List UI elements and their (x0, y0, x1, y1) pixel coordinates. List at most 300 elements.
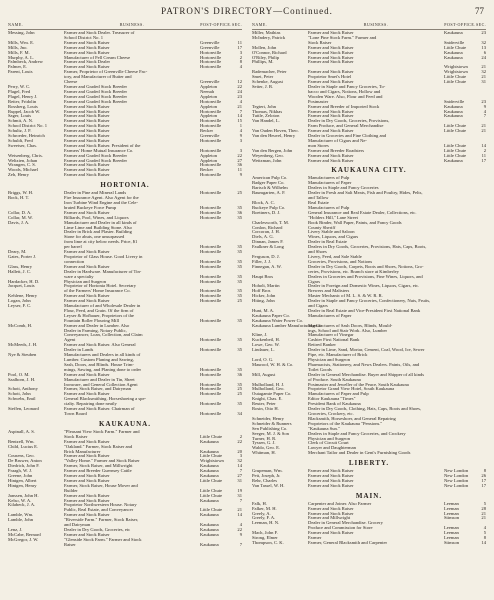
entry-section: 34 (237, 410, 242, 416)
entry-post-office: Neenah (200, 88, 215, 94)
entry-business: Farmer and Millwright (308, 515, 351, 521)
entry-post-office: Appleton (200, 113, 218, 119)
entry-business: Brick Manufacturer (64, 448, 101, 454)
entry-name: Messing, John (8, 30, 35, 35)
entry-business: Farmer and Stock Raiser (64, 209, 110, 215)
entry-business: "Pleasant View Stock Farm." Farmer and (64, 428, 140, 434)
entry-post-office: Hortonville (200, 249, 222, 255)
entry-business: Proprietor Smet's Hotel (308, 74, 352, 80)
entry-post-office: Hortonville (200, 49, 222, 55)
entry-business: Livery Stable and Saloon (308, 229, 355, 235)
entry-name: Badger Paper Co. (252, 180, 285, 186)
entry-business: Farmer and Stock Dealer (64, 59, 111, 65)
entry-name: Schmit, A. N. (8, 118, 34, 124)
entry-business: Dealer in Lime, Sand, Mortar, Cement, Coal, Wood, Ice, Sewer (308, 347, 425, 353)
entry-section: 9 (239, 531, 242, 537)
entry-section: 21 (237, 103, 242, 109)
entry-business: Editor Kaukauna "Times" (308, 396, 356, 402)
entry-business: Farmer and Stock Raiser (308, 152, 354, 158)
kaukauna-list (8, 430, 242, 548)
entry-business: Farmer, Stock Raiser, and Millwright (64, 463, 133, 469)
entry-name: Lowe, Geo. W. (252, 342, 280, 348)
entry-section: 9 (239, 133, 242, 139)
entry-business: Manufacturer of Vinegar (308, 332, 354, 338)
header-name: NAME. (252, 22, 268, 27)
entry-post-office: Hortonville (200, 381, 222, 387)
entry-business: Farmer and Stock Raiser (64, 512, 110, 518)
left-top-list (8, 31, 242, 178)
entry-business: Proprietor of Glass House. Good Livery in (64, 253, 143, 259)
entry-name: Van Ouden Hoven, Theo. (252, 128, 299, 134)
entry-name: Hintgen, Albert (8, 477, 37, 483)
entry-name: Hallett, J. C. (8, 268, 32, 274)
entry-section: 20 (237, 448, 242, 454)
entry-post-office: Hortonville (200, 317, 222, 323)
entry-name: Mills, Wm. E. (8, 39, 35, 45)
entry-business: Proprietors of the Kaukauna "Pensions." (308, 420, 383, 426)
entry-section: 5 (483, 500, 486, 506)
entry-name: Greely, F. A. (252, 515, 276, 521)
entry-business: Dealer in Farming, Notary Public, (64, 327, 127, 333)
entry-name: Pett, Joseph, Jr. (252, 473, 281, 479)
entry-name: Tuttle, Zeloton (252, 113, 280, 119)
entry-section: 26 (481, 473, 486, 479)
entry-name: Block, A. C. (252, 200, 275, 205)
entry-name: Sweetser, Chas. (8, 142, 38, 148)
entry-business: Dealer in Fresh and Salt Meats, Fish and Poultry, Hides, Pelts, (308, 190, 423, 196)
entry-post-office: Hortonville (200, 172, 222, 178)
entry-business: Farmer and Stock Raiser (64, 531, 110, 537)
entry-name: Diels, A. G. (252, 234, 274, 240)
entry-business: Dealers in Groceries and Provisions, Fine Wines, Liquors, and (308, 273, 423, 279)
entry-post-office: Kaukauna (200, 497, 219, 503)
header-post-office: POST-OFFICE. (200, 22, 232, 27)
entry-name: Kaukauna Water Power Co. (252, 317, 304, 323)
entry-business: Stock Raiser (64, 433, 88, 439)
entry-name: Van Handel, L. (252, 118, 280, 124)
entry-business: Manufacturers of Paper and Pulp (308, 391, 369, 397)
page-number: 77 (475, 6, 484, 16)
entry-business: Farmer and Stock Raiser (308, 30, 354, 35)
entry-name: Knight, Chas. E. (252, 396, 283, 402)
entry-business: Farmer and Graded Stock Breeder (64, 152, 128, 158)
entry-business: brated Buckeye Force Pump (64, 204, 117, 210)
entry-business: Dealer in Real Estate and Vice-President First National Bank (308, 307, 421, 313)
entry-business: Dealer in Pine and Mineral Lands (64, 190, 127, 196)
entry-business: Postmaster and Jeweller of the Peace, South Kaukauna (308, 381, 409, 387)
entry-business: Brewers and Maltsters (308, 288, 350, 294)
entry-business: Farmer (308, 535, 322, 541)
entry-name: Mill, August (252, 371, 276, 377)
entry-name: Filler, J. J. (252, 258, 272, 264)
entry-name: McComb, H. (8, 322, 33, 328)
entry-business: Farmer and Stock Raiser (308, 44, 354, 50)
entry-business: Farmer and Stock Raiser (308, 59, 354, 65)
entry-business: Farmer and Breeder Roadsters (308, 147, 364, 153)
entry-name: Lamble, Wm. (8, 512, 34, 518)
entry-business: Farmer and Stock Raiser (308, 54, 354, 60)
entry-post-office: Wrightstown (444, 64, 468, 70)
entry-section: 28 (481, 505, 486, 511)
entry-section: 31 (237, 492, 242, 498)
entry-post-office: Hortonville (200, 190, 222, 196)
entry-section: 6 (483, 49, 486, 55)
entry-business: of Produce. South Kaukauna (308, 376, 361, 382)
header-business: BUSINESS. (119, 22, 145, 27)
entry-post-office: Hortonville (200, 118, 222, 124)
entry-business: Farmer and Stock Raiser (64, 137, 110, 143)
entry-business: Farmer and Stock Raiser. Chairman of (64, 406, 135, 412)
entry-name: Leeman, H. N. (252, 520, 280, 526)
entry-business: Farmer and Stock Raiser (64, 39, 110, 45)
directory-entry (252, 541, 486, 546)
entry-post-office: Kaukauna (200, 448, 219, 454)
entry-name: Smet, Peter (252, 74, 274, 80)
entry-section: 25 (237, 298, 242, 304)
entry-section: 7 (239, 541, 242, 547)
entry-post-office: Leeman (444, 530, 459, 536)
entry-section: 17 (481, 477, 486, 483)
entry-business: Dealers in Staple and Fancy Groceries, and Crockery (308, 430, 406, 436)
entry-post-office: Kaukauna (444, 54, 463, 60)
entry-post-office: Kaukauna (444, 113, 463, 119)
entry-section: 35 (237, 337, 242, 343)
entry-business: Dealer in Hardware. Manufacturer of Tin- (64, 268, 142, 274)
entry-section: 35 (237, 401, 242, 407)
entry-business: Farmer and Stock Raiser (64, 438, 110, 444)
entry-business: Farmer and Stock Raiser (64, 477, 110, 483)
entry-business: Farm Produce, and General Merchandise (308, 123, 384, 129)
entry-business: Manufacturers of Pulp (308, 204, 350, 210)
entry-section: 4 (239, 64, 242, 70)
entry-section: 17 (481, 482, 486, 488)
entry-business: Farmer and Stock Raiser (64, 44, 110, 50)
entry-business: Farmer and Stock Raiser (308, 510, 354, 516)
entry-business: Physician and Surgeon (64, 278, 107, 284)
entry-business: Farmer and Stock Raiser (308, 79, 354, 85)
entry-name: Janssen, John H. (8, 492, 39, 498)
entry-name: Rademacher, Peter (252, 69, 287, 75)
entry-section: 25 (237, 190, 242, 196)
entry-name: O'Riley, Philip (252, 54, 280, 60)
entry-name: Ferguson, D. J. (252, 253, 280, 259)
entry-name: Hunt, M. A. (252, 307, 275, 313)
entry-business: Agent (64, 337, 76, 343)
header-sec: SEC. (476, 22, 487, 27)
entry-section: 36 (237, 371, 242, 377)
entry-post-office: Little Chute (444, 74, 467, 80)
entry-section: 35 (237, 204, 242, 210)
entry-name: Mills, Jno. (8, 44, 28, 50)
entry-name (8, 543, 64, 548)
entry-business: Raiser (64, 541, 76, 547)
entry-post-office: Hortonville (200, 298, 222, 304)
entry-business: Farmer and Stock Raiser (64, 263, 110, 269)
entry-post-office: Leeman (444, 500, 459, 506)
entry-name: Weisenberg, Chris. (8, 152, 43, 158)
entry-business: Farmer and Stock Raiser (64, 298, 110, 304)
entry-section: 14 (237, 512, 242, 518)
entry-business: Groceries, Crockery, etc. (308, 410, 354, 416)
entry-post-office: Leeman (444, 525, 459, 531)
entry-name: Perry, W. C. (8, 83, 31, 89)
entry-business: bacco and Cigars, Notions, Hollow and (308, 88, 381, 94)
entry-name: Kuckenbeil, H. (252, 337, 280, 343)
entry-business: Proprietor of Hortonia Hotel. Secretary (64, 283, 137, 289)
entry-business: connection (64, 258, 85, 264)
page-title: PATRON'S DIRECTORY—Continued. (161, 6, 333, 16)
entry-business: and Tallow (308, 195, 329, 201)
entry-business: Wines, Liquors, and Cigars (308, 234, 359, 240)
entry-name: Thompson, C. K. (252, 540, 284, 545)
entry-name: Gates, Porter J. (8, 253, 37, 259)
entry-section: 9 (239, 172, 242, 178)
entry-name: Nye & Steuben (8, 352, 37, 358)
left-column (8, 22, 242, 548)
entry-name: Schott, Anthony (8, 386, 38, 392)
entry-business: Wooden Ware. Also, Flour and Feed and (308, 93, 383, 99)
entry-business: Dealers in Dry Goods, Groceries, Provisions, Hats, Caps, Boots, (308, 244, 427, 250)
entry-post-office: Leeman (444, 505, 459, 511)
entry-name: Kline, J. (252, 332, 268, 338)
entry-post-office: Kaukauna (444, 157, 463, 163)
entry-section: 21 (481, 123, 486, 129)
entry-post-office: Kaukauna (200, 522, 219, 528)
entry-post-office: Little Chute (200, 487, 223, 493)
entry-section: 15 (237, 118, 242, 124)
entry-section: 11 (481, 152, 486, 158)
entry-post-office: Hortonville (200, 108, 222, 114)
entry-business: Fountain Roller Flouring Mill (64, 317, 119, 323)
entry-post-office: Hortonville (200, 386, 222, 392)
entry-name: Phillips, M. (252, 59, 274, 65)
entry-section: 21 (481, 515, 486, 521)
entry-section: 3 (239, 147, 242, 153)
entry-name: Van den Bergen, John (252, 147, 293, 153)
entry-business: Farmer and Stock Raiser (64, 128, 110, 134)
entry-name: Reiter, Fridolin (8, 98, 37, 104)
entry-business: Farmer and Stock Raiser (308, 530, 354, 536)
entry-section: 35 (237, 278, 242, 284)
entry-business: Farmer and Stock Raiser (64, 103, 110, 109)
entry-name: Lord, O. G. (252, 357, 274, 362)
entry-post-office: Kaukauna (200, 512, 219, 518)
entry-business: Farmer and Stock Raiser (308, 505, 354, 511)
entry-name: Van Tassel, W. H. (252, 482, 285, 488)
entry-business: Pipe, etc. Manufacturer of Brick (308, 352, 368, 358)
entry-business: Leyser & Hofbauer, Proprietors of the (64, 312, 134, 318)
entry-name: Rossberg, Louis (8, 103, 38, 109)
column-headers-right (252, 22, 486, 30)
entry-name: Hicker, John (252, 293, 276, 299)
entry-name: Schroeder, Heinrich (8, 133, 45, 139)
entry-name: Logan, John (8, 298, 31, 304)
entry-name: Steffen, Leonard (8, 406, 39, 412)
entry-name: Weitzman, John (252, 157, 282, 163)
entry-name: Zeh, Henry (8, 172, 29, 178)
entry-business: Blacksmith, Horseshoer, and General Repairing (308, 415, 396, 421)
directory-entry (8, 173, 242, 178)
entry-post-office: Becker (200, 167, 214, 173)
entry-business: Farmer and Stock Raiser (308, 128, 354, 134)
entry-name: Fraagh, W. J. (8, 468, 33, 474)
entry-business: Dealer in Staple and Fancy Groceries, Confectionery, Nuts, Fruits, (308, 298, 431, 304)
entry-post-office: Hortonville (200, 288, 222, 294)
entry-post-office: Little Chute (444, 152, 467, 158)
entry-business: President Bank of Kaukauna (308, 401, 361, 407)
entry-name: American Pulp Co. (252, 175, 288, 181)
entry-section: 5 (483, 530, 486, 536)
entry-section: 21 (481, 74, 486, 80)
entry-post-office: Appleton (200, 157, 218, 163)
entry-business: Farmer and Stock Raiser. Also General (64, 342, 136, 348)
entry-business: Farmer, General Blacksmith and Carpenter (308, 540, 388, 545)
entry-post-office: Kaukauna (200, 473, 219, 479)
entry-post-office: Little Chute (444, 147, 467, 153)
entry-business: "Kaukauna Sun." (308, 425, 340, 431)
entry-section: 32 (481, 39, 486, 45)
entry-business: Farmer and Stock Raiser (64, 64, 110, 70)
entry-business: Retired Banker (308, 342, 336, 348)
entry-post-office: Hortonville (200, 162, 222, 168)
entry-post-office: Greenville (200, 79, 220, 85)
entry-business: Dealer in Brick and Plaster. Building (64, 229, 132, 235)
entry-name: Falk, H. (252, 500, 267, 506)
entry-post-office: New London (444, 477, 469, 483)
entry-post-office: Little Chute (200, 433, 223, 439)
section-heading-kaukauna: KAUKAUNA. (99, 419, 151, 428)
right-column (252, 22, 486, 546)
entry-name: Turner, H. R. (252, 435, 277, 441)
entry-post-office: Hortonville (200, 391, 222, 397)
entry-name: Ruppel, Jacob W. (8, 108, 41, 114)
entry-name: Kilabeck, J. A. (8, 502, 36, 508)
entry-business: Real Estate (308, 200, 329, 205)
entry-name: Greene, John (8, 473, 33, 479)
hortonia-list (8, 191, 242, 417)
entry-name: Hiting, John (252, 298, 275, 304)
entry-name: Van den Heuvel, Henry (252, 133, 296, 139)
entry-section: 4 (239, 522, 242, 528)
entry-name: Baumgarten, A. F. (252, 190, 286, 196)
entry-business: Farmer and Stock Raiser (308, 113, 354, 119)
entry-name: Pool, O. M. (8, 371, 30, 377)
entry-name: Mills, F. M. (8, 49, 30, 55)
entry-business: Farmer and Stock Dealer. Treasurer of (64, 30, 135, 35)
entry-name: Seiter, J. B. (252, 83, 274, 89)
entry-post-office: Little Chute (444, 123, 467, 129)
entry-section: 8 (483, 468, 486, 474)
entry-post-office: Little Chute (200, 507, 223, 513)
entry-post-office: Hortonville (200, 204, 222, 210)
entry-post-office: Hortonville (200, 337, 222, 343)
entry-business: per barrel (64, 244, 82, 250)
entry-name: McCabe, Bernard (8, 531, 41, 537)
entry-name: Diedrich, John F. (8, 463, 40, 469)
section-heading-hortonia: HORTONIA. (100, 181, 150, 190)
entry-name: De Bruwer, Anton (8, 458, 42, 464)
entry-business: Dealer in General Merchandise. Grocery (308, 520, 383, 526)
entry-name: Strong, Elmer (252, 535, 278, 541)
entry-business: Farmer and Stock Raiser (308, 157, 354, 163)
entry-business: Farmer and Graded Stock Breeder (64, 88, 128, 94)
entry-section: 8 (483, 535, 486, 541)
entry-business: Farmer and Stock Raiser (64, 172, 110, 178)
entry-name: Reuter, Peter (252, 401, 276, 407)
entry-business: Sash, Doors, and Blinds. House Trim- (64, 361, 134, 367)
entry-name: Schneider & Runners (252, 420, 292, 426)
entry-business: Farmer and Stock Raiser (64, 108, 110, 114)
entry-name: Davis, J. A. (8, 219, 30, 225)
entry-business: Manufacturer of and Wholesale Dealer in (64, 303, 141, 309)
entry-section: 24 (481, 54, 486, 60)
right-top-list (252, 31, 486, 163)
directory-entry (8, 543, 242, 548)
entry-section: 25 (237, 391, 242, 397)
entry-name: Schultz, J. F. (8, 128, 32, 134)
entry-name: Woods, Michael (8, 167, 38, 173)
entry-name: Falker, M. H. (252, 505, 277, 511)
entry-section: 7 (483, 113, 486, 119)
entry-post-office: Greenville (200, 44, 220, 50)
entry-business: Dealer in Dry Goods, Groceries, Provisions, (308, 118, 390, 124)
entry-business: Public, Real Estate, and Conveyancer (64, 507, 134, 513)
entry-business: Farmer and Stock Raiser (64, 371, 110, 377)
entry-name: Thomas, Nikhas (252, 108, 283, 114)
entry-post-office: Kaukauna (200, 541, 219, 547)
entry-business: Manufacturers of Sash Doors, Blinds, Mould- (308, 322, 393, 328)
entry-name: Boettners, D. J. (252, 209, 281, 215)
entry-name: Buckeye Pulp Co. (252, 204, 286, 210)
header-name: NAME. (8, 22, 24, 27)
section-heading-kaukauna-city: KAUKAUNA CITY. (331, 166, 407, 175)
entry-business: ceries, Provisions, etc. Branch store at Kimberley (308, 268, 399, 274)
entry-business: Merchant Tailor and Dealer in Gent's Furnishing Goods (308, 450, 411, 456)
entry-section: 22 (237, 527, 242, 532)
entry-name: Haupt Bros (252, 273, 274, 279)
entry-section: 27 (237, 157, 242, 163)
entry-section: 31 (481, 79, 486, 85)
entry-section: 22 (237, 152, 242, 158)
entry-business: Farmer and Stock Raiser (64, 473, 110, 479)
entry-name: Waldo, Geo. E. (252, 445, 281, 451)
entry-name: Bentzell, Wm. (8, 438, 35, 444)
entry-business: Farmer and Graded Stock Breeder (64, 93, 128, 99)
entry-business: Groceries, Provisions, and Notions (308, 258, 373, 264)
entry-business: Toilet Goods (308, 366, 332, 372)
entry-name: Rosin, Otto H. (252, 406, 279, 412)
entry-business: and Dairyman (64, 522, 91, 528)
entry-name: Sen Publishing Co. (252, 425, 288, 431)
entry-name: Charlesworth, T. M. (252, 219, 289, 225)
entry-business: School District No. 1 (64, 34, 104, 40)
entry-name: Corcoran, J. H. (252, 229, 280, 235)
entry-name: Cousens, Geo. (8, 453, 35, 459)
entry-post-office: Greenville (200, 39, 220, 45)
entry-section (476, 451, 486, 456)
entry-post-office: Wrightstown (200, 458, 224, 464)
entry-post-office: Hortonville (200, 147, 222, 153)
entry-section: 35 (237, 317, 242, 323)
entry-section: 7 (239, 497, 242, 503)
entry-section: 22 (237, 438, 242, 444)
entry-business: Farmer, Stock Raiser, House Mover and (64, 482, 138, 488)
entry-post-office: Appleton (200, 83, 218, 89)
header-sec: SEC. (232, 22, 243, 27)
entry-section: 8 (239, 59, 242, 65)
entry-name: Jacquet, Louis (8, 283, 35, 289)
entry-name: Hintgen, Henry (8, 482, 37, 488)
